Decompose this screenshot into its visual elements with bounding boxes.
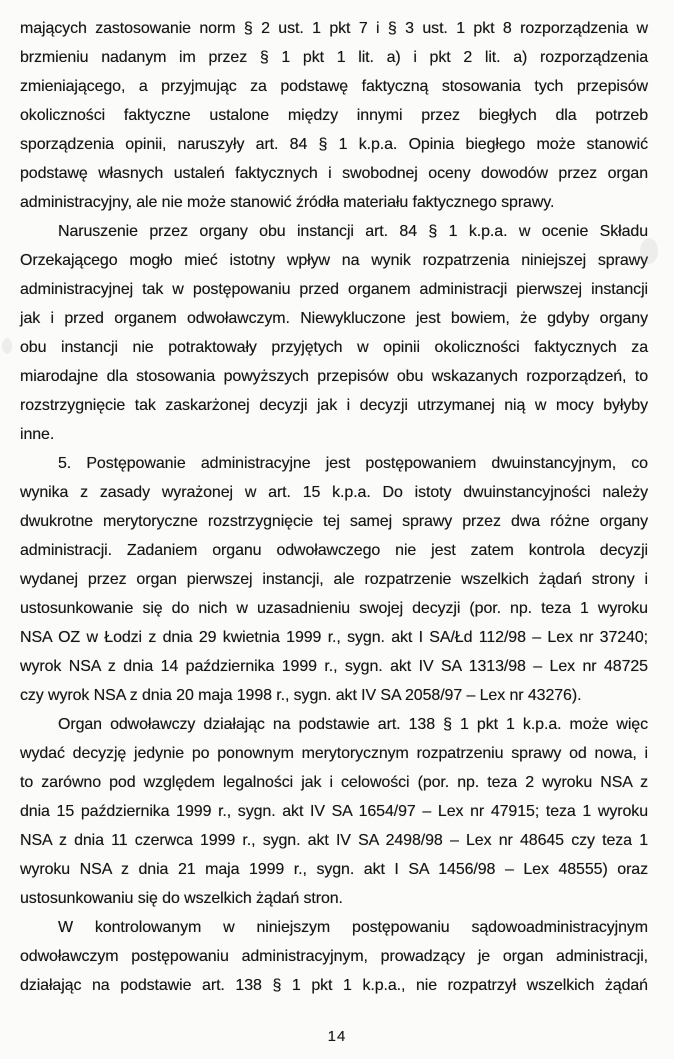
text-line: NSA z dnia 11 czerwca 1999 r., sygn. akt IV SA 2498/98 – Lex nr 48645 czy teza 1 [20, 832, 648, 849]
text-line: administracyjny, ale nie może stanowić źródła materiału faktycznego sprawy. [20, 194, 555, 211]
text-line: NSA OZ w Łodzi z dnia 29 kwietnia 1999 r., sygn. akt I SA/Łd 112/98 – Lex nr 37240; [20, 629, 648, 646]
text-line: administracji. Zadaniem organu odwoławczego nie jest zatem kontrola decyzji [20, 542, 648, 559]
scan-smudge [2, 338, 12, 354]
document-text [20, 14, 648, 1000]
text-line: działając na podstawie art. 138 § 1 pkt 1 k.p.a., nie rozpatrzył wszelkich żądań [20, 977, 648, 994]
text-line: Orzekającego mogło mieć istotny wpływ na wynik rozpatrzenia niniejszej sprawy [20, 252, 648, 269]
text-line: mających zastosowanie norm § 2 ust. 1 pkt 7 i § 3 ust. 1 pkt 8 rozporządzenia w [20, 20, 648, 37]
text-line: czy wyrok NSA z dnia 20 maja 1998 r., sygn. akt IV SA 2058/97 – Lex nr 43276). [20, 687, 582, 704]
text-line: wyroku NSA z dnia 21 maja 1999 r., sygn. akt I SA 1456/98 – Lex 48555) oraz [20, 861, 648, 878]
text-line: W kontrolowanym w niniejszym postępowaniu sądowoadministracyjnym [58, 919, 648, 936]
text-line: rozstrzygnięcie tak zaskarżonej decyzji jak i decyzji utrzymanej nią w mocy byłyby [20, 397, 648, 414]
text-line: wyrok NSA z dnia 14 października 1999 r., sygn. akt IV SA 1313/98 – Lex nr 48725 [20, 658, 648, 675]
text-line: Naruszenie przez organy obu instancji art. 84 § 1 k.p.a. w ocenie Składu [58, 223, 648, 240]
text-line: sporządzenia opinii, naruszyły art. 84 § 1 k.p.a. Opinia biegłego może stanowić [20, 136, 648, 153]
text-line: jak i przed organem odwoławczym. Niewykluczone jest bowiem, że gdyby organy [20, 310, 648, 327]
text-line: wynika z zasady wyrażonej w art. 15 k.p.a. Do istoty dwuinstancyjności należy [20, 484, 648, 501]
text-line: wydanej przez organ pierwszej instancji, ale rozpatrzenie wszelkich żądań strony i [20, 571, 648, 588]
text-line: to zarówno pod względem legalności jak i celowości (por. np. teza 2 wyroku NSA z [20, 774, 648, 791]
text-line: 5. Postępowanie administracyjne jest postępowaniem dwuinstancyjnym, co [58, 455, 648, 472]
text-line: ustosunkowanie się do nich w uzasadnieniu swojej decyzji (por. np. teza 1 wyroku [20, 600, 648, 617]
text-line: administracyjnej tak w postępowaniu przed organem administracji pierwszej instancji [20, 281, 648, 298]
text-line: inne. [20, 426, 55, 443]
text-line: okoliczności faktyczne ustalone między innymi przez biegłych dla potrzeb [20, 107, 648, 124]
text-line: Organ odwoławczy działając na podstawie art. 138 § 1 pkt 1 k.p.a. może więc [58, 716, 648, 733]
text-line: wydać decyzję jedynie po ponownym merytorycznym rozpatrzeniu sprawy od nowa, i [20, 745, 648, 762]
text-line: dwukrotne merytoryczne rozstrzygnięcie tej samej sprawy przez dwa różne organy [20, 513, 648, 530]
text-line: miarodajne dla stosowania powyższych przepisów obu wskazanych rozporządzeń, to [20, 368, 648, 385]
text-line: podstawę własnych ustaleń faktycznych i swobodnej oceny dowodów przez organ [20, 165, 648, 182]
text-line: ustosunkowaniu się do wszelkich żądań stron. [20, 890, 343, 907]
text-line: brzmieniu nadanym im przez § 1 pkt 1 lit. a) i pkt 2 lit. a) rozporządzenia [20, 49, 648, 66]
text-line: dnia 15 października 1999 r., sygn. akt IV SA 1654/97 – Lex nr 47915; teza 1 wyroku [20, 803, 648, 820]
text-line: obu instancji nie potraktowały przyjętych w opinii okoliczności faktycznych za [20, 339, 648, 356]
text-line: zmieniającego, a przyjmując za podstawę faktyczną stosowania tych przepisów [20, 78, 648, 95]
text-line: odwoławczym postępowaniu administracyjnym, prowadzący je organ administracji, [20, 948, 648, 965]
page-number: 14 [327, 1028, 347, 1045]
